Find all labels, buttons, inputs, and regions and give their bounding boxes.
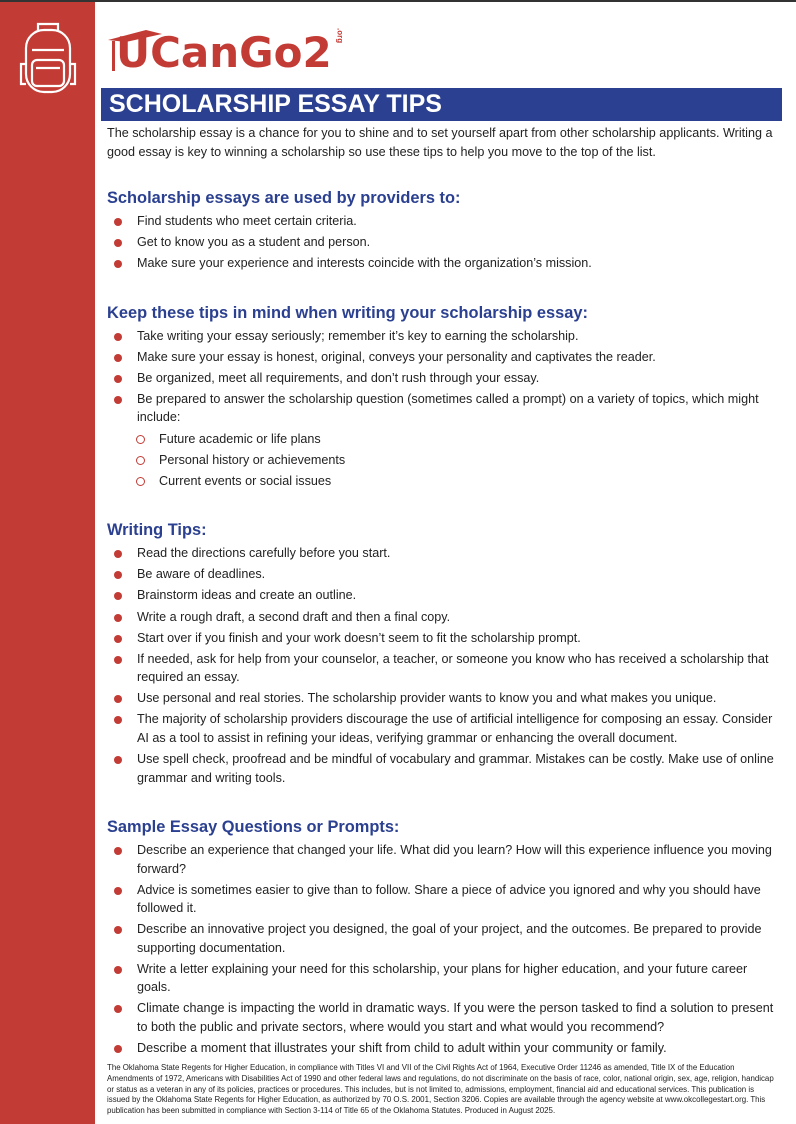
bullet-list — [107, 212, 779, 273]
sub-list-item — [107, 472, 779, 491]
bullet-icon — [114, 375, 122, 383]
bullet-icon — [114, 966, 122, 974]
list-item-text: Use spell check, proofread and be mindful of vocabulary and grammar. Mistakes can be costly. Make use of online grammar and writing tools. — [137, 752, 774, 785]
bullet-icon — [114, 239, 122, 247]
list-item-text: Use personal and real stories. The scholarship provider wants to know you and what makes you unique. — [137, 691, 717, 706]
list-item — [107, 689, 779, 708]
bullet-icon — [114, 592, 122, 600]
list-item — [107, 608, 779, 627]
bullet-icon — [114, 716, 122, 724]
sub-list-item — [107, 451, 779, 470]
bullet-icon — [114, 847, 122, 855]
main-content — [107, 0, 779, 1124]
sub-list-item — [107, 430, 779, 449]
list-item-text: Be organized, meet all requirements, and don’t rush through your essay. — [137, 370, 540, 385]
list-item-text: Write a rough draft, a second draft and then a final copy. — [137, 609, 451, 624]
hollow-bullet-icon — [136, 477, 145, 486]
sidebar-band — [0, 2, 95, 1124]
logo-suffix: .org — [335, 28, 345, 44]
bullet-icon — [114, 656, 122, 664]
list-item-text: Current events or social issues — [159, 473, 332, 488]
list-item — [107, 710, 779, 747]
section-heading: Scholarship essays are used by providers to: — [107, 189, 461, 207]
list-item-text: Start over if you finish and your work doesn’t seem to fit the scholarship prompt. — [137, 630, 581, 645]
list-item-text: Describe an innovative project you designed, the goal of your project, and the outcomes. Be prepared to provide supporting documentation. — [137, 922, 762, 955]
bullet-icon — [114, 218, 122, 226]
list-item — [107, 999, 779, 1036]
bullet-list — [107, 841, 779, 1057]
list-item — [107, 327, 779, 346]
list-item-text: Read the directions carefully before you start. — [137, 546, 391, 561]
sections — [107, 188, 779, 1057]
section-heading: Writing Tips: — [107, 521, 207, 540]
bullet-icon — [114, 571, 122, 579]
list-item-text: Be aware of deadlines. — [137, 567, 266, 582]
bullet-icon — [114, 1005, 122, 1013]
list-item — [107, 841, 779, 878]
list-item — [107, 390, 779, 427]
list-item — [107, 586, 779, 605]
bullet-icon — [114, 887, 122, 895]
list-item-text: Describe a moment that illustrates your shift from child to adult within your community or family. — [137, 1040, 667, 1055]
list-item — [107, 369, 779, 388]
list-item-text: Find students who meet certain criteria. — [137, 214, 357, 228]
bullet-icon — [114, 756, 122, 764]
bullet-icon — [114, 926, 122, 934]
bullet-icon — [114, 635, 122, 643]
hollow-bullet-icon — [136, 435, 145, 444]
bullet-icon — [114, 396, 122, 404]
list-item-text: If needed, ask for help from your counselor, a teacher, or someone you know who has received a scholarship that required an essay. — [137, 651, 769, 685]
bullet-icon — [114, 695, 122, 703]
legal-footer: The Oklahoma State Regents for Higher Education, in compliance with Titles VI and VII of the Civil Rights Act of 1964, Executive Order 11246 as amended, Title IX of the Education Amendments of 1972, Americans with Disabilities Act of 1990 and other federal laws and regulations, do not discriminate on the basis of race, color, national origin, sex, age, religion, handicap or status as a veteran in any of its policies, practices or procedures. This includes, but is not limited to, admissions, employment, financial aid and educational services. This publication is issued by the Oklahoma State Regents for Higher Education, as authorized by 70 O.S. 2001, Section 3206. Copies are available through the agency website at www.okcollegestart.org. This publication has been submitted in compliance with Section 3-114 of Title 65 of the Oklahoma Statutes. Produced in August 2025. — [107, 1063, 774, 1115]
list-item — [107, 348, 779, 367]
list-item — [107, 881, 779, 918]
list-item-text: The majority of scholarship providers discourage the use of artificial intelligence for composing an essay. Consider AI as a tool to assist in refining your ideas, verifying grammar or enhancing the overall document. — [137, 712, 773, 745]
bullet-list — [107, 544, 779, 787]
list-item-text: Climate change is impacting the world in dramatic ways. If you were the person tasked to find a solution to present to both the public and private sectors, where would you start and what would you recommend? — [137, 1001, 774, 1034]
section-heading: Sample Essay Questions or Prompts: — [107, 818, 400, 836]
bullet-icon — [114, 354, 122, 362]
list-item — [107, 960, 779, 997]
list-item-text: Make sure your essay is honest, original, conveys your personality and captivates the reader. — [137, 349, 656, 364]
list-item-text: Future academic or life plans — [159, 431, 321, 446]
list-item-text: Make sure your experience and interests coincide with the organization’s mission. — [137, 256, 592, 271]
bullet-icon — [114, 260, 122, 268]
page-title: SCHOLARSHIP ESSAY TIPS — [101, 88, 782, 121]
bullet-icon — [114, 550, 122, 558]
list-item — [107, 544, 779, 563]
list-item — [107, 629, 779, 648]
intro-paragraph: The scholarship essay is a chance for you to shine and to set yourself apart from other scholarship applicants. Writing a good essay is key to winning a scholarship so use these tips to help you move to the top of the list. — [107, 126, 773, 159]
logo: UCanGo2 — [116, 28, 332, 77]
list-item — [107, 233, 779, 252]
list-item-text: Get to know you as a student and person. — [137, 235, 371, 250]
list-item-text: Personal history or achievements — [159, 452, 346, 467]
list-item-text: Take writing your essay seriously; remember it’s key to earning the scholarship. — [137, 328, 579, 343]
list-item — [107, 212, 779, 231]
hollow-bullet-icon — [136, 456, 145, 465]
list-item-text: Write a letter explaining your need for this scholarship, your plans for higher education, and your future career goals. — [137, 961, 748, 995]
list-item — [107, 920, 779, 957]
list-item-text: Describe an experience that changed your life. What did you learn? How will this experience influence you moving forward? — [137, 843, 772, 876]
bullet-icon — [114, 333, 122, 341]
list-item — [107, 650, 779, 687]
list-item — [107, 750, 779, 787]
section-heading: Keep these tips in mind when writing your scholarship essay: — [107, 303, 588, 322]
list-item-text: Advice is sometimes easier to give than to follow. Share a piece of advice you ignored and why you should have followed it. — [137, 882, 761, 916]
bullet-icon — [114, 614, 122, 622]
list-item-text: Be prepared to answer the scholarship question (sometimes called a prompt) on a variety of topics, which might include: — [137, 391, 759, 425]
list-item — [107, 254, 779, 273]
list-item — [107, 565, 779, 584]
list-item — [107, 1039, 779, 1058]
backpack-icon — [18, 20, 78, 96]
bullet-icon — [114, 1045, 122, 1053]
bullet-list — [107, 327, 779, 491]
list-item-text: Brainstorm ideas and create an outline. — [137, 588, 357, 603]
